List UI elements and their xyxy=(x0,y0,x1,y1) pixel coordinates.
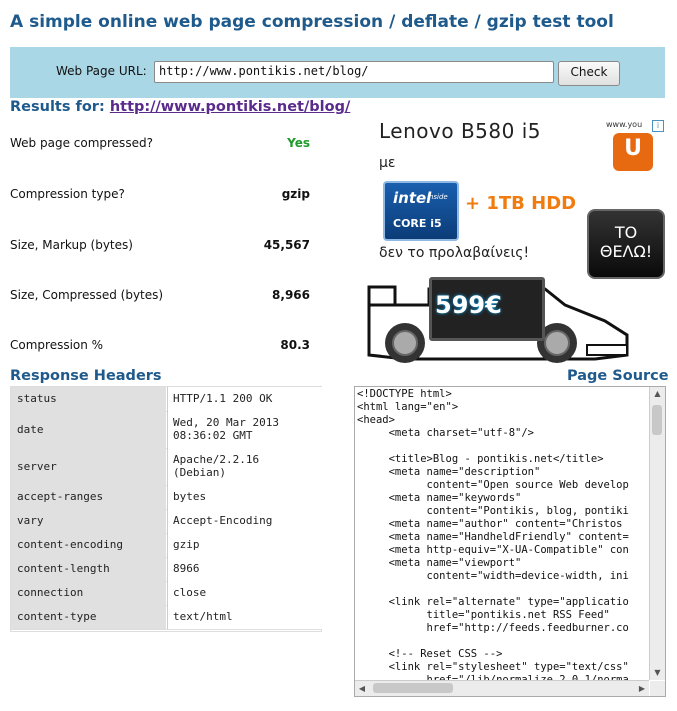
ad-hdd: + 1TB HDD xyxy=(465,193,577,214)
header-value: Accept-Encoding xyxy=(173,514,273,527)
scroll-down-icon[interactable]: ▼ xyxy=(654,668,661,677)
intel-inside: inside xyxy=(427,193,448,201)
response-headers-table xyxy=(10,386,322,632)
intel-word: intel xyxy=(393,189,432,207)
header-key: date xyxy=(17,423,44,436)
result-value: 8,966 xyxy=(272,288,310,302)
header-row xyxy=(11,581,321,606)
results-heading-prefix: Results for: xyxy=(10,99,105,115)
header-key: connection xyxy=(17,586,84,599)
ad-url: www.you xyxy=(606,120,643,129)
result-label: Size, Markup (bytes) xyxy=(10,238,133,252)
page-source-text[interactable]: <!DOCTYPE html> <html lang="en"> <head> <meta charset="utf-8"/> <title>Blog - pontikis.net</title> <meta name="description" content="Open source Web develop <meta name="keywords" content="Pontikis, blog, pontiki <meta name="author" content="Christos <meta name="HandheldFriendly" content= <meta http-equiv="X-UA-Compatible" con <meta name="viewport" content="width=device-width, ini <link rel="alternate" type="applicatio title="pontikis.net RSS Feed" href="http://feeds.feedburner.co <!-- Reset CSS --> <link rel="stylesheet" type="text/css" xyxy=(357,388,629,673)
ad-price: 599€ xyxy=(435,291,502,319)
ad-cta-line2: ΘΕΛΩ! xyxy=(599,242,653,261)
ad-me: με xyxy=(379,155,396,171)
header-key: accept-ranges xyxy=(17,490,104,503)
ad-banner[interactable] xyxy=(365,117,665,367)
scroll-right-icon[interactable]: ▶ xyxy=(638,684,646,693)
header-value: bytes xyxy=(173,490,207,503)
header-key: content-length xyxy=(17,562,110,575)
header-row xyxy=(11,411,321,449)
header-row xyxy=(11,485,321,510)
vertical-scroll-thumb[interactable] xyxy=(652,405,662,435)
url-label: Web Page URL: xyxy=(56,64,147,78)
result-value: 80.3 xyxy=(280,338,310,352)
result-label: Compression % xyxy=(10,338,104,352)
result-row-markup-size xyxy=(10,238,310,254)
header-value: Wed, 20 Mar 2013 08:36:02 GMT xyxy=(173,416,279,442)
header-value: HTTP/1.1 200 OK xyxy=(173,392,273,405)
adchoices-icon[interactable]: i xyxy=(652,120,664,132)
header-row xyxy=(11,605,321,630)
header-row xyxy=(11,387,321,412)
intel-logo xyxy=(383,181,459,241)
header-value: close xyxy=(173,586,207,599)
scroll-up-icon[interactable]: ▲ xyxy=(654,389,661,398)
header-value: Apache/2.2.16 (Debian) xyxy=(173,453,260,479)
response-headers-heading: Response Headers xyxy=(10,368,162,384)
result-label: Web page compressed? xyxy=(10,136,153,150)
horizontal-scroll-thumb[interactable] xyxy=(373,683,453,693)
header-row xyxy=(11,509,321,534)
result-value: 45,567 xyxy=(263,238,310,252)
result-label: Size, Compressed (bytes) xyxy=(10,288,164,302)
ad-slogan: δεν το προλαβαίνεις! xyxy=(379,245,530,261)
vertical-scrollbar[interactable] xyxy=(649,387,665,680)
result-row-compressed-size xyxy=(10,288,310,304)
page-source-heading: Page Source xyxy=(567,368,669,384)
header-value: gzip xyxy=(173,538,200,551)
page-title: A simple online web page compression / deflate / gzip test tool xyxy=(10,12,614,32)
result-row-compression-percent xyxy=(10,338,310,354)
check-button[interactable]: Check xyxy=(558,61,620,86)
header-value: 8966 xyxy=(173,562,200,575)
url-input[interactable]: http://www.pontikis.net/blog/ xyxy=(154,61,554,83)
result-value: gzip xyxy=(281,187,310,201)
header-key: content-type xyxy=(17,610,97,623)
scroll-corner xyxy=(650,681,665,696)
results-heading xyxy=(10,99,350,115)
header-key: content-encoding xyxy=(17,538,123,551)
intel-core: CORE i5 xyxy=(393,217,442,230)
result-value: Yes xyxy=(287,136,310,150)
header-key: status xyxy=(17,392,57,405)
result-row-type xyxy=(10,187,310,203)
scroll-left-icon[interactable]: ◀ xyxy=(358,684,366,693)
header-key: server xyxy=(17,460,57,473)
header-row xyxy=(11,557,321,582)
page-source-textarea[interactable] xyxy=(354,386,666,697)
header-row xyxy=(11,448,321,486)
results-url-link[interactable]: http://www.pontikis.net/blog/ xyxy=(109,99,351,115)
header-row xyxy=(11,533,321,558)
header-value: text/html xyxy=(173,610,233,623)
u-logo-icon: U xyxy=(613,133,653,171)
ad-cta-line1: ΤΟ xyxy=(614,223,638,242)
ad-title: Lenovo B580 i5 xyxy=(379,119,541,143)
url-form-panel xyxy=(10,47,665,98)
result-row-compressed xyxy=(10,136,310,152)
horizontal-scrollbar[interactable] xyxy=(355,680,649,696)
header-key: vary xyxy=(17,514,44,527)
result-label: Compression type? xyxy=(10,187,125,201)
